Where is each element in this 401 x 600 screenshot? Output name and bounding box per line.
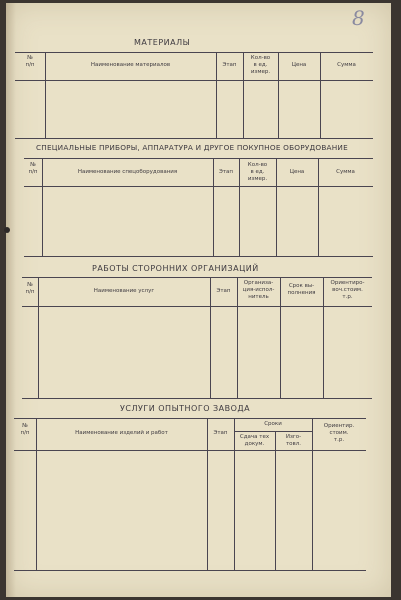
table-border [22,277,372,278]
header-number: № п/п [25,55,35,68]
table-border [14,418,366,419]
header-deadlines: Сроки [264,421,282,427]
header-manufacturing: Изго- товл. [285,434,302,447]
header-sum: Сумма [337,62,356,68]
page-number: 8 [352,6,365,30]
table-border [24,256,373,257]
column-divider [36,418,37,570]
header-documentation: Сдача тех докум. [239,434,270,447]
header-price: Цена [291,62,307,68]
header-deadline: Срок вы- полнения [287,283,316,296]
header-name: Наименование спецоборудования [77,169,178,175]
table-border [15,138,373,139]
header-name: Наименование материалов [90,62,171,68]
column-divider [38,277,39,398]
table-border [14,570,366,571]
header-stage: Этап [222,62,237,68]
header-name: Наименование изделий и работ [75,430,168,436]
header-stage: Этап [216,288,231,294]
column-divider [210,277,211,398]
table-header-rule [24,186,373,187]
header-number: № п/п [25,282,35,295]
header-name: Наименование услуг [93,288,155,294]
section-title-special-equipment: СПЕЦИАЛЬНЫЕ ПРИБОРЫ, АППАРАТУРА И ДРУГОЕ ПОКУПНОЕ ОБОРУДОВАНИЕ [36,143,348,152]
header-quantity: Кол-во в ед. измер. [250,55,271,75]
header-contractor: Организа- ция-испол- нитель [242,280,275,300]
header-number: № п/п [20,423,30,436]
table-border [24,158,373,159]
column-divider [207,418,208,570]
header-number: № п/п [28,162,38,175]
section-title-third-party-works: РАБОТЫ СТОРОННИХ ОРГАНИЗАЦИЙ [92,264,259,273]
header-sum: Сумма [336,169,355,175]
header-price: Цена [289,169,305,175]
header-stage: Этап [213,430,228,436]
section-title-materials: МАТЕРИАЛЫ [134,38,191,47]
column-divider [275,431,276,570]
header-stage: Этап [218,169,233,175]
header-estimated-cost: Ориентиро- воч.стоим. т.р. [330,280,365,300]
table-header-rule [14,450,366,451]
binding-hole [4,227,10,233]
section-title-pilot-plant: УСЛУГИ ОПЫТНОГО ЗАВОДА [120,404,251,413]
header-estimated-cost: Ориентир. стоим. т.р. [323,423,355,443]
table-border [22,398,372,399]
table-subheader-rule [234,431,312,432]
page-edge-shadow [6,3,16,597]
header-quantity: Кол-во в ед. измер. [247,162,268,182]
table-header-rule [22,306,372,307]
